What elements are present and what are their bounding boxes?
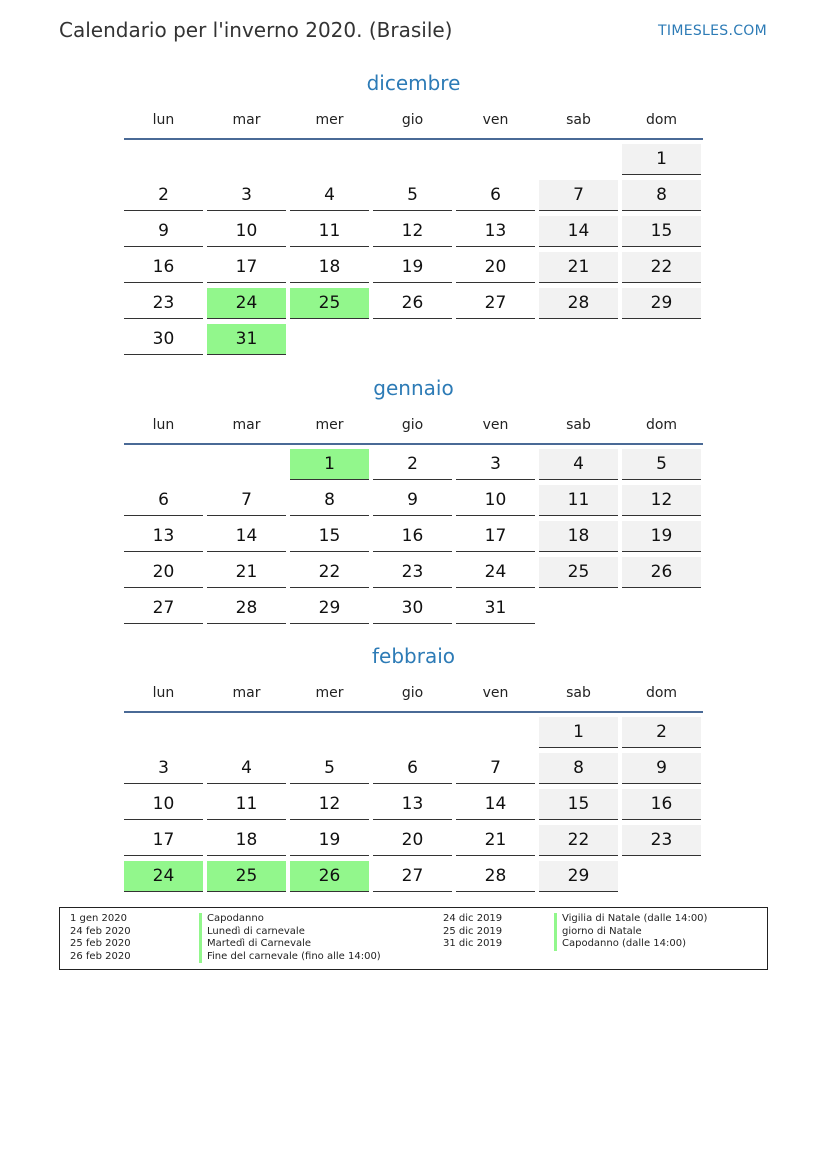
weekday-label: mer bbox=[315, 685, 344, 701]
day-cell: 4 bbox=[207, 753, 286, 784]
legend-date: 25 dic 2019 bbox=[443, 925, 503, 937]
legend-left-names bbox=[199, 913, 381, 963]
weekday-label: dom bbox=[645, 685, 678, 701]
empty-cell bbox=[290, 144, 369, 175]
day-cell: 19 bbox=[622, 521, 701, 552]
day-cell: 27 bbox=[124, 593, 203, 624]
day-cell: 11 bbox=[290, 216, 369, 247]
weekday-label: lun bbox=[152, 685, 175, 701]
day-cell: 25 bbox=[290, 288, 369, 319]
day-cell: 21 bbox=[539, 252, 618, 283]
empty-cell bbox=[124, 717, 203, 748]
day-cell: 1 bbox=[622, 144, 701, 175]
empty-cell bbox=[124, 449, 203, 480]
weekday-label: mar bbox=[232, 112, 261, 128]
day-cell: 7 bbox=[207, 485, 286, 516]
legend-date: 31 dic 2019 bbox=[443, 938, 503, 950]
day-cell: 25 bbox=[539, 557, 618, 588]
day-cell: 2 bbox=[373, 449, 452, 480]
day-cell: 6 bbox=[456, 180, 535, 211]
weekday-header bbox=[124, 675, 703, 713]
day-cell: 16 bbox=[124, 252, 203, 283]
day-cell: 7 bbox=[539, 180, 618, 211]
day-cell: 12 bbox=[290, 789, 369, 820]
day-cell: 29 bbox=[539, 861, 618, 892]
day-cell: 28 bbox=[456, 861, 535, 892]
day-cell: 7 bbox=[456, 753, 535, 784]
weekday-label: gio bbox=[401, 685, 424, 701]
day-cell: 12 bbox=[373, 216, 452, 247]
day-cell: 9 bbox=[124, 216, 203, 247]
legend-date: 25 feb 2020 bbox=[70, 938, 131, 950]
day-grid bbox=[124, 717, 703, 897]
holiday-legend bbox=[59, 907, 768, 970]
day-cell: 20 bbox=[456, 252, 535, 283]
day-cell: 10 bbox=[207, 216, 286, 247]
day-cell: 14 bbox=[207, 521, 286, 552]
day-cell: 8 bbox=[539, 753, 618, 784]
day-cell: 27 bbox=[373, 861, 452, 892]
day-cell: 21 bbox=[207, 557, 286, 588]
weekday-header bbox=[124, 407, 703, 445]
weekday-label: gio bbox=[401, 417, 424, 433]
day-cell: 23 bbox=[373, 557, 452, 588]
day-cell: 1 bbox=[539, 717, 618, 748]
day-cell: 13 bbox=[373, 789, 452, 820]
day-cell: 1 bbox=[290, 449, 369, 480]
legend-holiday: Martedì di Carnevale bbox=[199, 938, 381, 951]
day-cell: 5 bbox=[290, 753, 369, 784]
day-cell: 13 bbox=[456, 216, 535, 247]
weekday-label: sab bbox=[566, 685, 591, 701]
legend-holiday: Capodanno (dalle 14:00) bbox=[554, 938, 707, 951]
empty-cell bbox=[290, 717, 369, 748]
day-cell: 11 bbox=[207, 789, 286, 820]
empty-cell bbox=[539, 144, 618, 175]
empty-cell bbox=[124, 144, 203, 175]
weekday-label: ven bbox=[482, 417, 509, 433]
day-cell: 20 bbox=[373, 825, 452, 856]
legend-date: 26 feb 2020 bbox=[70, 950, 131, 962]
day-cell: 12 bbox=[622, 485, 701, 516]
weekday-label: gio bbox=[401, 112, 424, 128]
day-cell: 22 bbox=[539, 825, 618, 856]
weekday-label: mer bbox=[315, 112, 344, 128]
weekday-label: mar bbox=[232, 685, 261, 701]
day-cell: 3 bbox=[456, 449, 535, 480]
day-cell: 20 bbox=[124, 557, 203, 588]
weekday-label: sab bbox=[566, 112, 591, 128]
month-title: dicembre bbox=[366, 71, 461, 95]
day-cell: 29 bbox=[622, 288, 701, 319]
day-cell: 22 bbox=[622, 252, 701, 283]
day-cell: 2 bbox=[622, 717, 701, 748]
day-cell: 2 bbox=[124, 180, 203, 211]
empty-cell bbox=[207, 144, 286, 175]
day-cell: 15 bbox=[290, 521, 369, 552]
weekday-label: ven bbox=[482, 685, 509, 701]
day-grid bbox=[124, 449, 703, 629]
day-cell: 30 bbox=[373, 593, 452, 624]
day-cell: 8 bbox=[290, 485, 369, 516]
day-cell: 24 bbox=[207, 288, 286, 319]
day-cell: 21 bbox=[456, 825, 535, 856]
day-cell: 28 bbox=[539, 288, 618, 319]
day-cell: 9 bbox=[373, 485, 452, 516]
weekday-label: lun bbox=[152, 417, 175, 433]
day-cell: 27 bbox=[456, 288, 535, 319]
day-cell: 3 bbox=[207, 180, 286, 211]
day-cell: 6 bbox=[124, 485, 203, 516]
day-cell: 3 bbox=[124, 753, 203, 784]
day-cell: 15 bbox=[622, 216, 701, 247]
day-cell: 23 bbox=[622, 825, 701, 856]
day-cell: 11 bbox=[539, 485, 618, 516]
day-cell: 31 bbox=[207, 324, 286, 355]
day-cell: 18 bbox=[207, 825, 286, 856]
legend-date: 24 feb 2020 bbox=[70, 925, 131, 937]
weekday-label: dom bbox=[645, 417, 678, 433]
day-cell: 30 bbox=[124, 324, 203, 355]
day-cell: 24 bbox=[124, 861, 203, 892]
empty-cell bbox=[456, 717, 535, 748]
day-cell: 8 bbox=[622, 180, 701, 211]
empty-cell bbox=[207, 717, 286, 748]
month-title: gennaio bbox=[373, 376, 454, 400]
weekday-label: mer bbox=[315, 417, 344, 433]
weekday-label: mar bbox=[232, 417, 261, 433]
empty-cell bbox=[207, 449, 286, 480]
legend-holiday: giorno di Natale bbox=[554, 926, 707, 939]
day-cell: 22 bbox=[290, 557, 369, 588]
day-cell: 18 bbox=[539, 521, 618, 552]
weekday-header bbox=[124, 102, 703, 140]
day-cell: 10 bbox=[124, 789, 203, 820]
day-cell: 15 bbox=[539, 789, 618, 820]
day-cell: 17 bbox=[456, 521, 535, 552]
day-cell: 16 bbox=[622, 789, 701, 820]
day-cell: 5 bbox=[373, 180, 452, 211]
legend-holiday: Capodanno bbox=[199, 913, 381, 926]
day-cell: 19 bbox=[373, 252, 452, 283]
empty-cell bbox=[373, 717, 452, 748]
day-cell: 26 bbox=[622, 557, 701, 588]
day-cell: 5 bbox=[622, 449, 701, 480]
legend-holiday: Lunedì di carnevale bbox=[199, 926, 381, 939]
legend-left-dates bbox=[70, 913, 131, 963]
day-cell: 31 bbox=[456, 593, 535, 624]
month-febbraio bbox=[124, 641, 703, 897]
day-cell: 9 bbox=[622, 753, 701, 784]
weekday-label: ven bbox=[482, 112, 509, 128]
day-cell: 26 bbox=[373, 288, 452, 319]
day-cell: 28 bbox=[207, 593, 286, 624]
day-cell: 17 bbox=[207, 252, 286, 283]
page-title: Calendario per l'inverno 2020. (Brasile) bbox=[59, 18, 453, 42]
day-grid bbox=[124, 144, 703, 360]
day-cell: 13 bbox=[124, 521, 203, 552]
legend-holiday: Fine del carnevale (fino alle 14:00) bbox=[199, 951, 381, 964]
day-cell: 16 bbox=[373, 521, 452, 552]
day-cell: 19 bbox=[290, 825, 369, 856]
day-cell: 25 bbox=[207, 861, 286, 892]
day-cell: 4 bbox=[539, 449, 618, 480]
day-cell: 24 bbox=[456, 557, 535, 588]
day-cell: 23 bbox=[124, 288, 203, 319]
site-link[interactable]: TIMESLES.COM bbox=[658, 23, 767, 39]
legend-right-names bbox=[554, 913, 707, 951]
empty-cell bbox=[456, 144, 535, 175]
day-cell: 29 bbox=[290, 593, 369, 624]
day-cell: 6 bbox=[373, 753, 452, 784]
legend-date: 1 gen 2020 bbox=[70, 913, 128, 924]
day-cell: 14 bbox=[539, 216, 618, 247]
day-cell: 17 bbox=[124, 825, 203, 856]
month-title: febbraio bbox=[371, 644, 455, 668]
empty-cell bbox=[373, 144, 452, 175]
day-cell: 10 bbox=[456, 485, 535, 516]
weekday-label: dom bbox=[645, 112, 678, 128]
legend-holiday: Vigilia di Natale (dalle 14:00) bbox=[554, 913, 707, 926]
day-cell: 18 bbox=[290, 252, 369, 283]
day-cell: 26 bbox=[290, 861, 369, 892]
day-cell: 14 bbox=[456, 789, 535, 820]
day-cell: 4 bbox=[290, 180, 369, 211]
month-gennaio bbox=[124, 373, 703, 629]
month-dicembre bbox=[124, 68, 703, 360]
legend-right-dates bbox=[443, 913, 502, 951]
weekday-label: lun bbox=[152, 112, 175, 128]
legend-date: 24 dic 2019 bbox=[443, 913, 503, 924]
weekday-label: sab bbox=[566, 417, 591, 433]
